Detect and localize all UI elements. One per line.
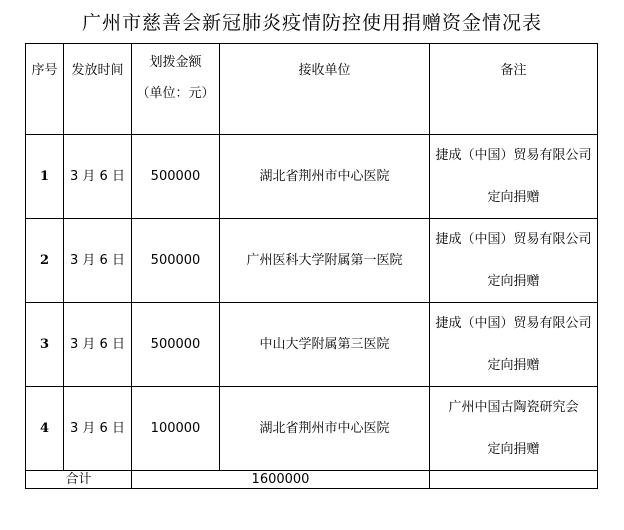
row-recipient: 中山大学附属第三医院 bbox=[220, 303, 430, 387]
header-row bbox=[26, 44, 598, 135]
table-row bbox=[26, 219, 598, 303]
row-amount: 500000 bbox=[132, 219, 220, 303]
row-date: 3 月 6 日 bbox=[64, 219, 132, 303]
row-amount: 500000 bbox=[132, 135, 220, 219]
table-row bbox=[26, 387, 598, 471]
row-note: 捷成（中国）贸易有限公司 定向捐赠 bbox=[430, 135, 598, 219]
row-seq: 4 bbox=[26, 387, 64, 471]
row-amount: 100000 bbox=[132, 387, 220, 471]
row-recipient: 湖北省荆州市中心医院 bbox=[220, 387, 430, 471]
total-label: 合计 bbox=[26, 471, 132, 489]
header-date: 发放时间 bbox=[64, 44, 132, 135]
table-row bbox=[26, 135, 598, 219]
row-recipient: 湖北省荆州市中心医院 bbox=[220, 135, 430, 219]
row-note: 捷成（中国）贸易有限公司 定向捐赠 bbox=[430, 303, 598, 387]
total-amount: 1600000 bbox=[132, 471, 430, 489]
donation-table bbox=[25, 43, 598, 489]
page-title: 广州市慈善会新冠肺炎疫情防控使用捐赠资金情况表 bbox=[81, 12, 542, 34]
row-amount: 500000 bbox=[132, 303, 220, 387]
row-seq: 1 bbox=[26, 135, 64, 219]
row-recipient: 广州医科大学附属第一医院 bbox=[220, 219, 430, 303]
row-date: 3 月 6 日 bbox=[64, 303, 132, 387]
header-seq: 序号 bbox=[26, 44, 64, 135]
header-recipient: 接收单位 bbox=[220, 44, 430, 135]
row-date: 3 月 6 日 bbox=[64, 387, 132, 471]
header-amount: 划拨金额 （单位：元） bbox=[132, 44, 220, 135]
row-seq: 2 bbox=[26, 219, 64, 303]
header-note: 备注 bbox=[430, 44, 598, 135]
row-note: 捷成（中国）贸易有限公司 定向捐赠 bbox=[430, 219, 598, 303]
row-seq: 3 bbox=[26, 303, 64, 387]
row-note: 广州中国古陶瓷研究会 定向捐赠 bbox=[430, 387, 598, 471]
total-row bbox=[26, 471, 598, 489]
total-note bbox=[430, 471, 598, 489]
row-date: 3 月 6 日 bbox=[64, 135, 132, 219]
table-row bbox=[26, 303, 598, 387]
